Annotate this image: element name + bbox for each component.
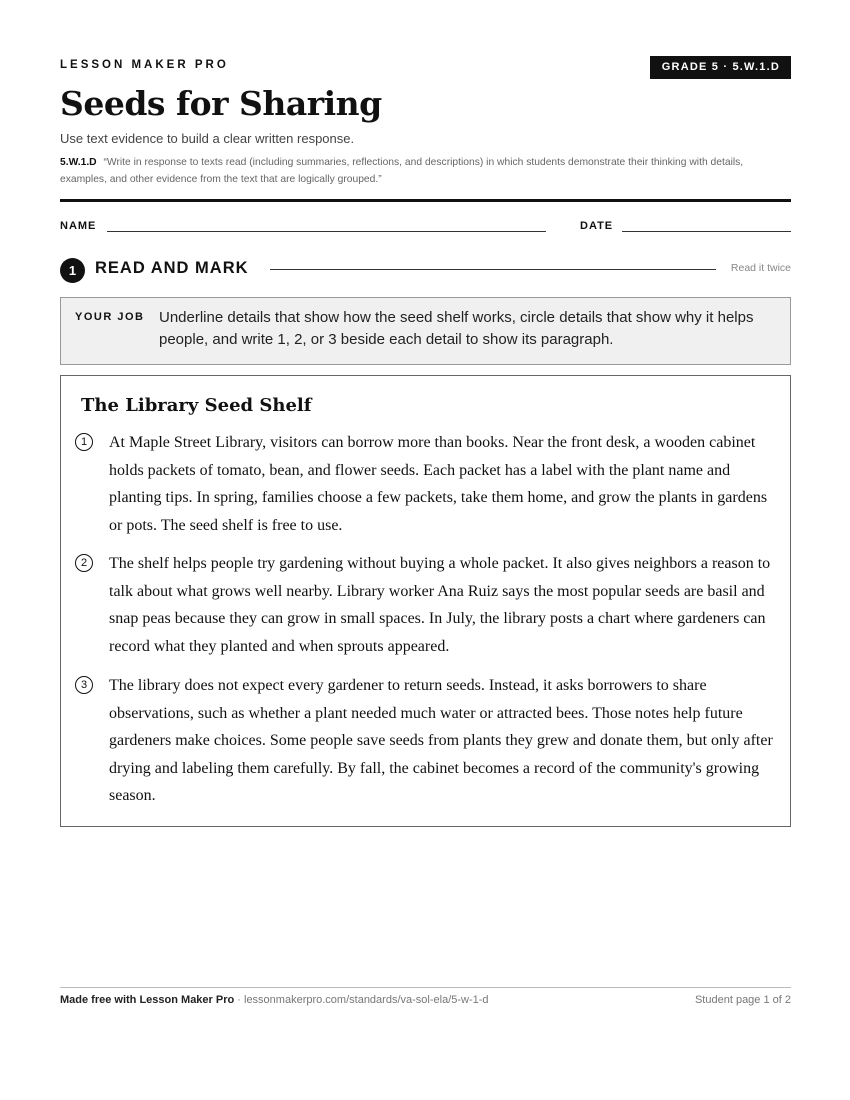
footer-divider	[60, 987, 791, 988]
footer	[60, 994, 791, 1010]
section-read-and-mark	[60, 258, 791, 284]
reading-passage	[60, 375, 791, 827]
standard-text: “Write in response to texts read (including summaries, reflections, and descriptions) in which students demonstrate their thinking with details, examples, and other evidence from the text that are logically grouped.”	[60, 157, 744, 185]
date-label: DATE	[580, 220, 614, 232]
paragraph-number: 3	[75, 676, 93, 694]
section-number: 1	[60, 258, 85, 283]
header-divider	[60, 199, 791, 202]
paragraph-number: 2	[75, 554, 93, 572]
section-title: READ AND MARK	[95, 259, 249, 277]
section-divider	[270, 269, 716, 270]
your-job-label: YOUR JOB	[75, 311, 145, 323]
passage-title: The Library Seed Shelf	[81, 395, 312, 416]
section-note: Read it twice	[730, 262, 791, 274]
date-field[interactable]	[622, 231, 791, 232]
paragraph-text: The shelf helps people try gardening without buying a whole packet. It also gives neighbors a reason to talk about what grows well nearby. Library worker Ana Ruiz says the most popular seeds are basil and snap peas because they can grow in small spaces. In July, the library posts a chart where gardeners can record what they planted and when sprouts appeared.	[109, 555, 771, 655]
page-title: Seeds for Sharing	[60, 84, 382, 123]
footer-credit	[60, 994, 489, 1006]
page-subtitle: Use text evidence to build a clear written response.	[60, 131, 355, 146]
header	[60, 56, 791, 80]
your-job-box	[60, 297, 791, 365]
standard-code: 5.W.1.D	[60, 157, 97, 168]
name-label: NAME	[60, 220, 97, 232]
page-number: Student page 1 of 2	[694, 994, 791, 1006]
your-job-instructions: Underline details that show how the seed shelf works, circle details that show why it helps people, and write 1, 2, or 3 beside each detail to show its paragraph.	[159, 309, 754, 348]
paragraph-text: At Maple Street Library, visitors can borrow more than books. Near the front desk, a wooden cabinet holds packets of tomato, bean, and flower seeds. Each packet has a label with the plant name and planting tips. In spring, families choose a few packets, take them home, and grow the plants in gardens or pots. The seed shelf is free to use.	[109, 434, 768, 534]
name-date-row	[60, 219, 791, 235]
footer-brand: Made free with Lesson Maker Pro	[60, 994, 235, 1006]
standard-description	[60, 155, 791, 188]
brand-name: LESSON MAKER PRO	[60, 59, 229, 71]
paragraph-text: The library does not expect every gardener to return seeds. Instead, it asks borrowers to share observations, such as whether a plant needed much water or attracted bees. Those notes help future gardeners make choices. Some people save seeds from plants they grew and donate them, but only after drying and labeling them carefully. By fall, the cabinet becomes a record of the community's growing season.	[109, 677, 773, 804]
name-field[interactable]	[107, 231, 546, 232]
paragraph-number: 1	[75, 433, 93, 451]
footer-url[interactable]: · lessonmakerpro.com/standards/va-sol-ela/5-w-1-d	[234, 994, 489, 1006]
grade-badge: GRADE 5 · 5.W.1.D	[650, 56, 791, 79]
